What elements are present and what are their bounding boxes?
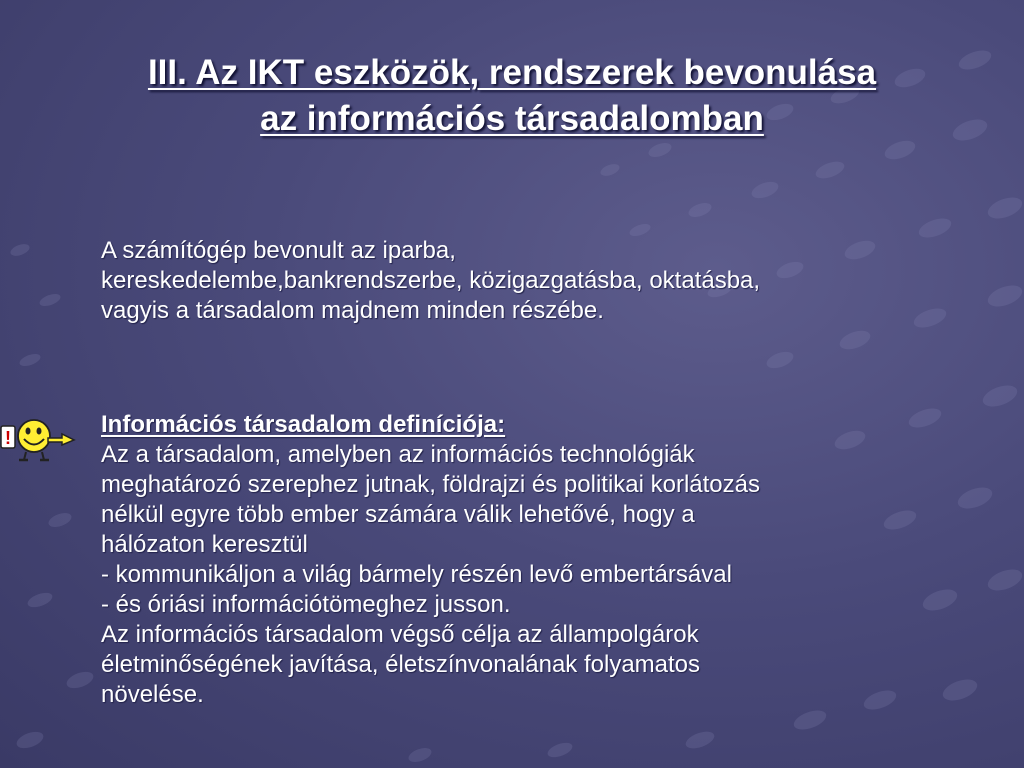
definition-line: életminőségének javítása, életszínvonalának folyamatos: [101, 651, 701, 678]
definition-line: - és óriási információtömeghez jusson.: [101, 591, 511, 618]
definition-line: Az a társadalom, amelyben az információs technológiák: [101, 441, 695, 468]
definition-line: Az információs társadalom végső célja az állampolgárok: [101, 621, 699, 648]
intro-line: vagyis a társadalom majdnem minden részébe.: [101, 297, 604, 324]
intro-line: kereskedelembe,bankrendszerbe, közigazgatásba, oktatásba,: [101, 267, 761, 294]
definition-line: meghatározó szerephez jutnak, földrajzi és politikai korlátozás: [101, 471, 761, 498]
intro-paragraph: [101, 236, 981, 326]
intro-line: A számítógép bevonult az iparba,: [101, 237, 456, 264]
definition-line: növelése.: [101, 681, 204, 708]
slide-title: [30, 50, 994, 142]
definition-line: - kommunikáljon a világ bármely részén levő embertársával: [101, 561, 732, 588]
definition-line: hálózaton keresztül: [101, 531, 308, 558]
definition-line: nélkül egyre több ember számára válik lehetővé, hogy a: [101, 501, 695, 528]
definition-heading: Információs társadalom definíciója:: [101, 411, 506, 438]
svg-text:!: !: [5, 428, 11, 448]
smiley-pointing-icon: [0, 414, 78, 464]
slide-title-line-1: III. Az IKT eszközök, rendszerek bevonulása: [147, 53, 877, 92]
definition-paragraph: [101, 410, 981, 710]
slide-title-line-2: az információs társadalomban: [260, 99, 764, 138]
